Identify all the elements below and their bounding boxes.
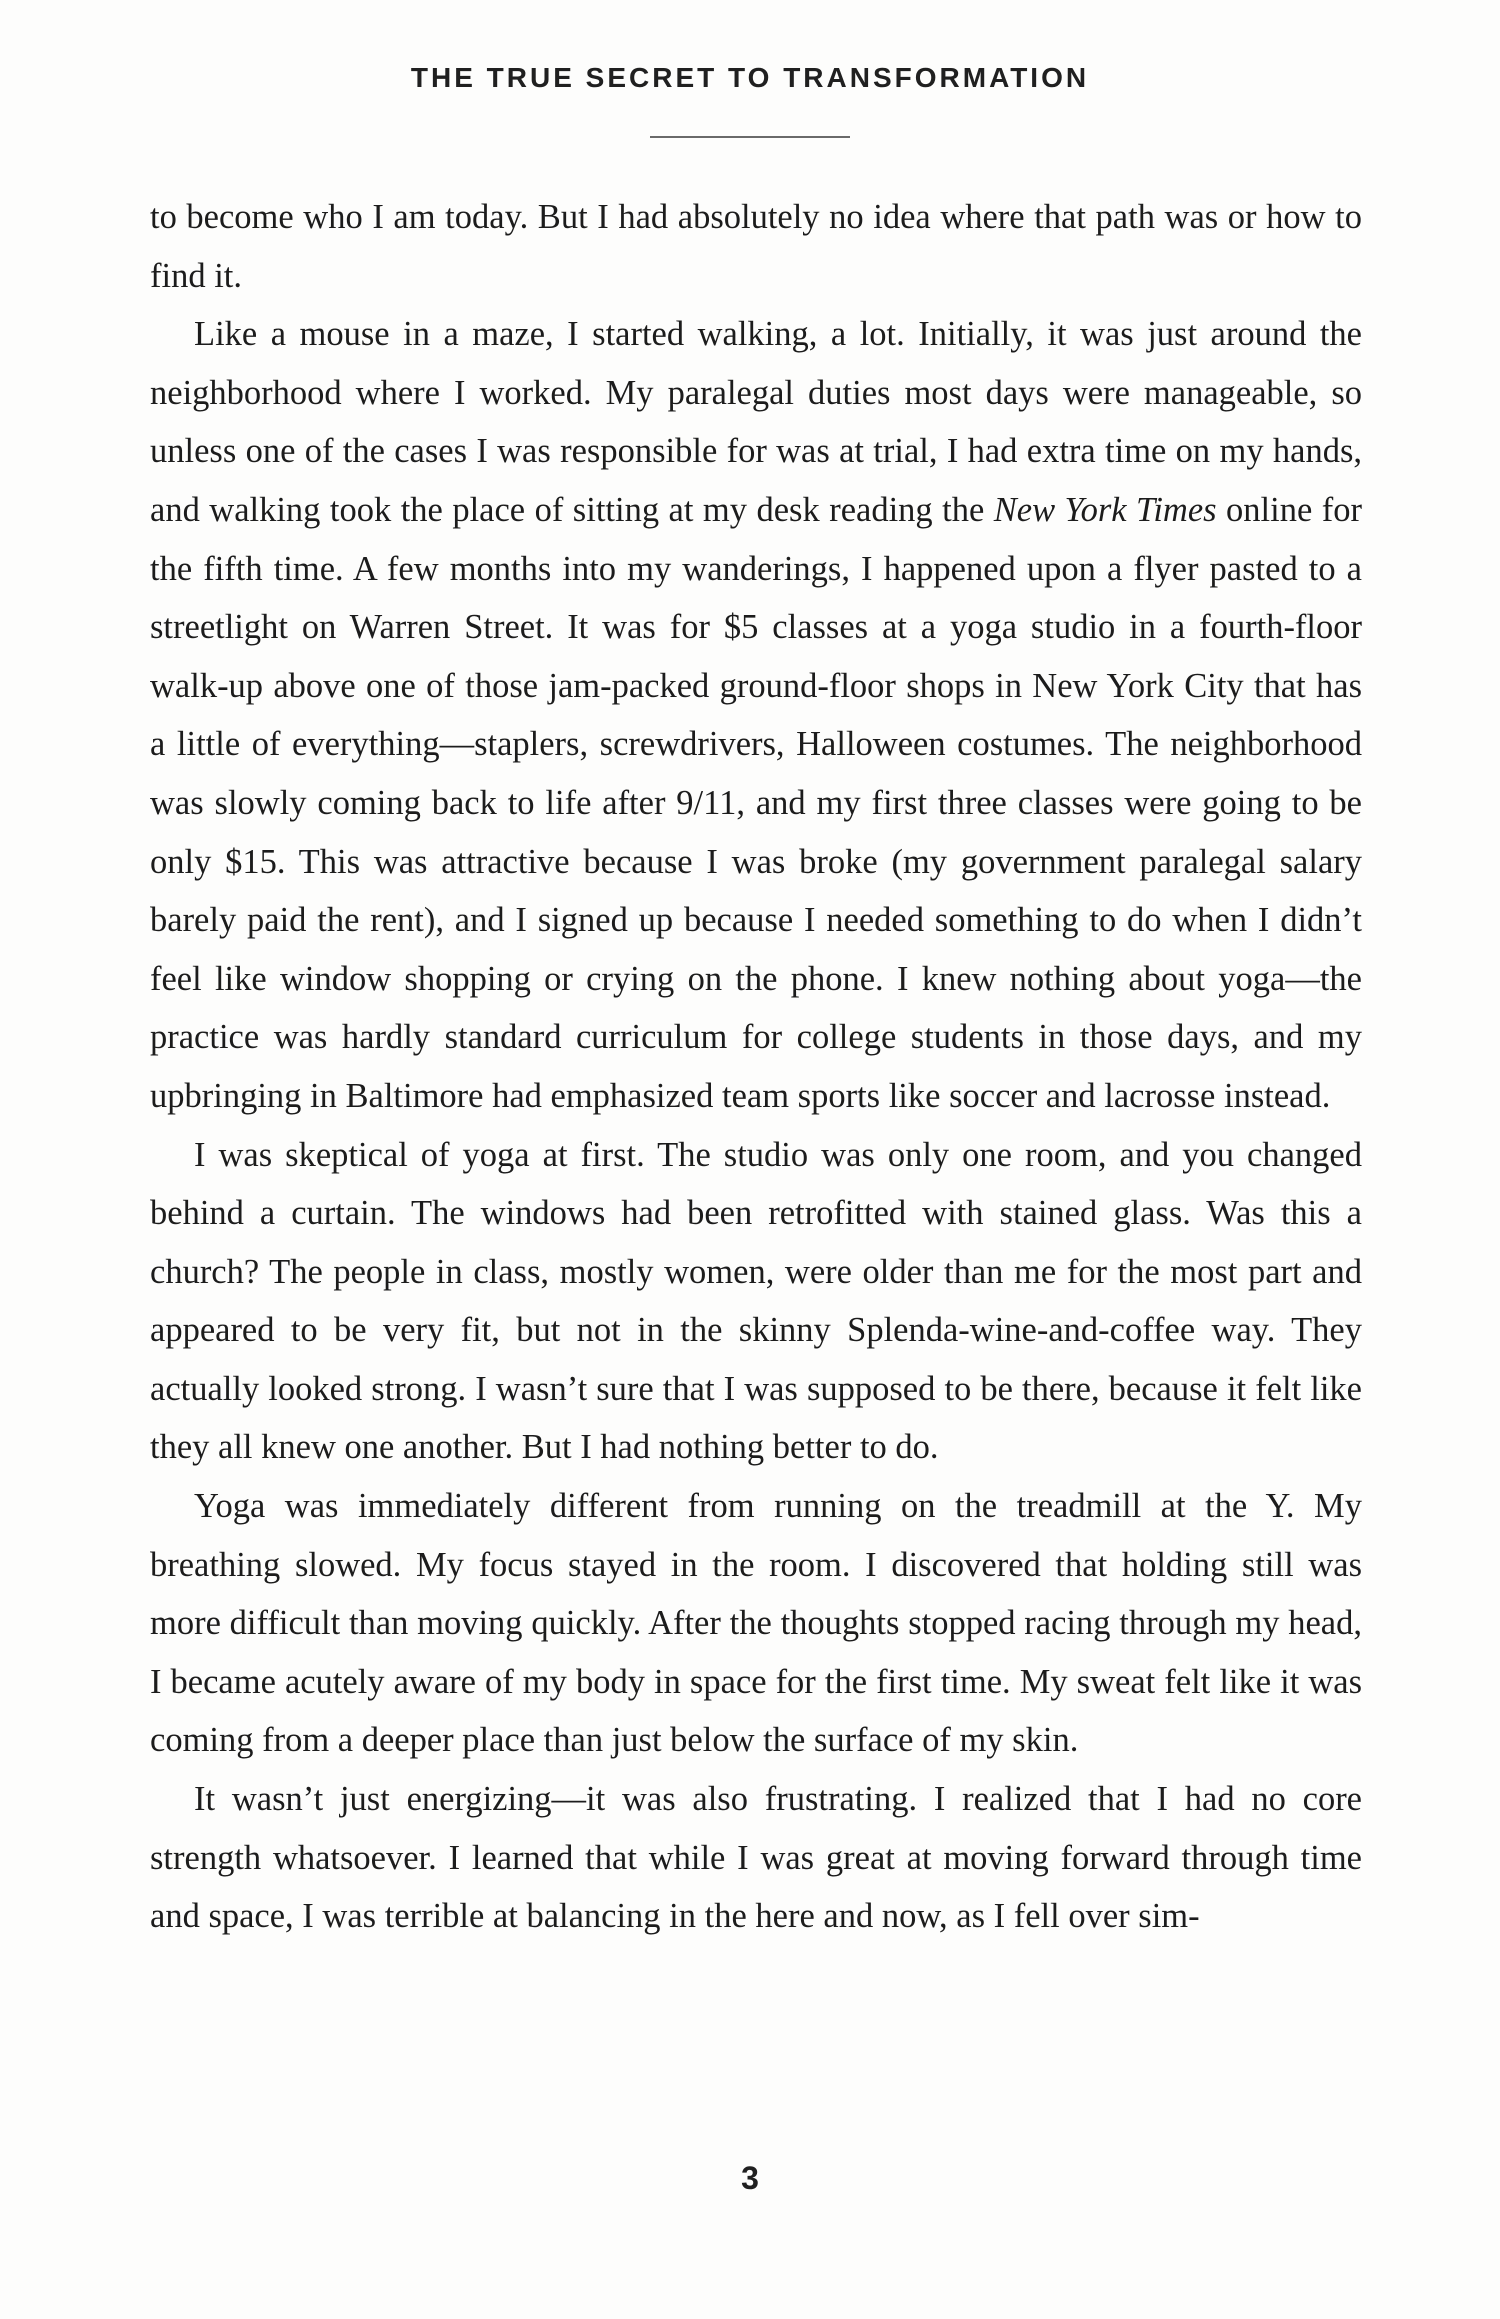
paragraph-text: I was skeptical of yoga at first. The studio was only one room, and you changed behind a curtain. The windows had been retrofitted with stained glass. Was this a church? The people in class, mostly women, were older than me for the most part and appeared to be very fit, but not in the skinny Splenda-wine-and-coffee way. They actually looked strong. I wasn’t sure that I was supposed to be there, because it felt like they all knew one another. But I had nothing better to do. [150, 1135, 1362, 1467]
paragraph [150, 188, 1362, 305]
paragraph-text: online for the fifth time. A few months into my wanderings, I happened upon a flyer pasted to a streetlight on Warren Street. It was for $5 classes at a yoga studio in a fourth-floor walk-up above one of those jam-packed ground-floor shops in New York City that has a little of everything—staplers, screwdrivers, Halloween costumes. The neighborhood was slowly coming back to life after 9/11, and my first three classes were going to be only $15. This was attractive because I was broke (my government paralegal salary barely paid the rent), and I signed up because I needed something to do when I didn’t feel like window shopping or crying on the phone. I knew nothing about yoga—the practice was hardly standard curriculum for college students in those days, and my upbringing in Baltimore had emphasized team sports like soccer and lacrosse instead. [150, 490, 1362, 1115]
paragraph [150, 1477, 1362, 1770]
paragraph-text: to become who I am today. But I had absolutely no idea where that path was or how to find it. [150, 198, 1362, 295]
header-divider [650, 136, 850, 138]
running-head-title: THE TRUE SECRET TO TRANSFORMATION [410, 62, 1090, 93]
paragraph [150, 1126, 1362, 1478]
page-number: 3 [741, 2160, 759, 2196]
paragraph-text: Yoga was immediately different from running on the treadmill at the Y. My breathing slowed. My focus stayed in the room. I discovered that holding still was more difficult than moving quickly. After the thoughts stopped racing through my head, I became acutely aware of my body in space for the first time. My sweat felt like it was coming from a deeper place than just below the surface of my skin. [150, 1487, 1362, 1760]
body-text [150, 188, 1362, 1946]
publication-title: New York Times [993, 490, 1217, 529]
paragraph-text: It wasn’t just energizing—it was also frustrating. I realized that I had no core strength whatsoever. I learned that while I was great at moving forward through time and space, I was terrible at balancing in the here and now, as I fell over sim- [150, 1780, 1362, 1936]
paragraph [150, 1770, 1362, 1946]
paragraph [150, 305, 1362, 1125]
paragraph-text: Like a mouse in a maze, I started walking, a lot. Initially, it was just around the neighborhood where I worked. My paralegal duties most days were manageable, so unless one of the cases I was responsible for was at trial, I had extra time on my hands, and walking took the place of sitting at my desk reading the [150, 315, 1362, 529]
